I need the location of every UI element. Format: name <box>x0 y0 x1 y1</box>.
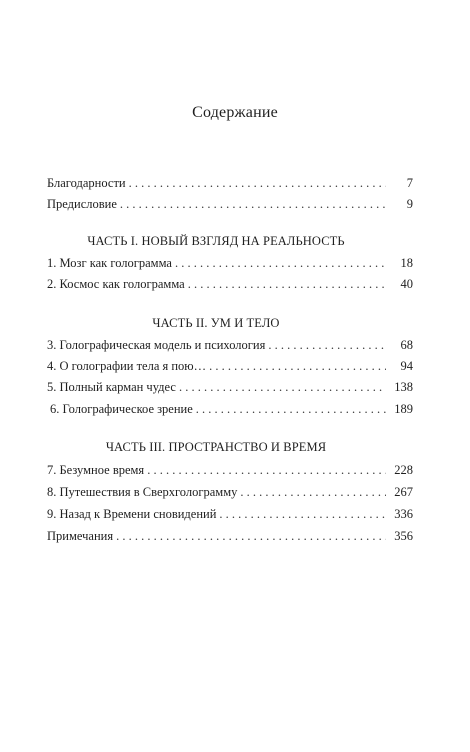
toc-entry-label: 5. Полный карман чудес <box>47 380 176 394</box>
toc-entry-chapter-1[interactable] <box>47 255 413 272</box>
toc-entry-page: 356 <box>394 529 413 543</box>
page-title: Содержание <box>192 104 278 121</box>
toc-entry-label: 7. Безумное время <box>47 463 145 477</box>
dot-leader <box>179 379 386 396</box>
toc-entry-notes[interactable] <box>47 528 413 545</box>
dot-leader <box>120 196 386 213</box>
toc-entry-page: 138 <box>394 380 413 394</box>
toc-entry-chapter-8[interactable] <box>47 484 413 501</box>
part-heading-2: ЧАСТЬ II. УМ И ТЕЛО <box>152 316 280 330</box>
dot-leader <box>196 401 386 418</box>
dot-leader <box>188 276 386 293</box>
toc-entry-page: 40 <box>400 277 413 291</box>
toc-entry-chapter-4[interactable] <box>47 358 413 375</box>
toc-entry-chapter-6[interactable] <box>50 401 413 418</box>
toc-entry-page: 94 <box>400 359 413 373</box>
toc-entry-page: 68 <box>400 338 413 352</box>
toc-entry-preface[interactable] <box>47 196 413 213</box>
toc-entry-label: 9. Назад к Времени сновидений <box>47 507 217 521</box>
toc-entry-label: Предисловие <box>47 197 117 211</box>
toc-entry-label: Примечания <box>47 529 114 543</box>
dot-leader <box>268 337 386 354</box>
toc-entry-chapter-9[interactable] <box>47 506 413 523</box>
toc-entry-page: 267 <box>394 485 413 499</box>
part-heading-1: ЧАСТЬ I. НОВЫЙ ВЗГЛЯД НА РЕАЛЬНОСТЬ <box>87 234 345 248</box>
toc-entry-page: 336 <box>394 507 413 521</box>
toc-entry-chapter-5[interactable] <box>47 379 413 396</box>
toc-entry-chapter-7[interactable] <box>47 462 413 479</box>
dot-leader <box>129 175 386 192</box>
dot-leader <box>209 358 386 375</box>
toc-entry-label: 6. Голографическое зрение <box>50 402 193 416</box>
toc-entry-chapter-3[interactable] <box>47 337 413 354</box>
toc-entry-page: 189 <box>394 402 413 416</box>
toc-entry-page: 228 <box>394 463 413 477</box>
toc-entry-page: 7 <box>406 176 413 190</box>
toc-entry-label: 8. Путешествия в Сверхголограмму <box>47 485 238 499</box>
dot-leader <box>240 484 386 501</box>
toc-entry-label: 4. О голографии тела я пою… <box>47 359 207 373</box>
toc-entry-label: Благодарности <box>47 176 126 190</box>
toc-entry-label: 1. Мозг как голограмма <box>47 256 172 270</box>
toc-entry-label: 2. Космос как голограмма <box>47 277 185 291</box>
toc-entry-acknowledgements[interactable] <box>47 175 413 192</box>
dot-leader <box>175 255 386 272</box>
dot-leader <box>147 462 386 479</box>
dot-leader <box>219 506 386 523</box>
toc-entry-label: 3. Голографическая модель и психология <box>47 338 266 352</box>
part-heading-3: ЧАСТЬ III. ПРОСТРАНСТВО И ВРЕМЯ <box>105 440 327 454</box>
toc-entry-chapter-2[interactable] <box>47 276 413 293</box>
toc-entry-page: 9 <box>406 197 413 211</box>
toc-entry-page: 18 <box>400 256 413 270</box>
dot-leader <box>116 528 386 545</box>
